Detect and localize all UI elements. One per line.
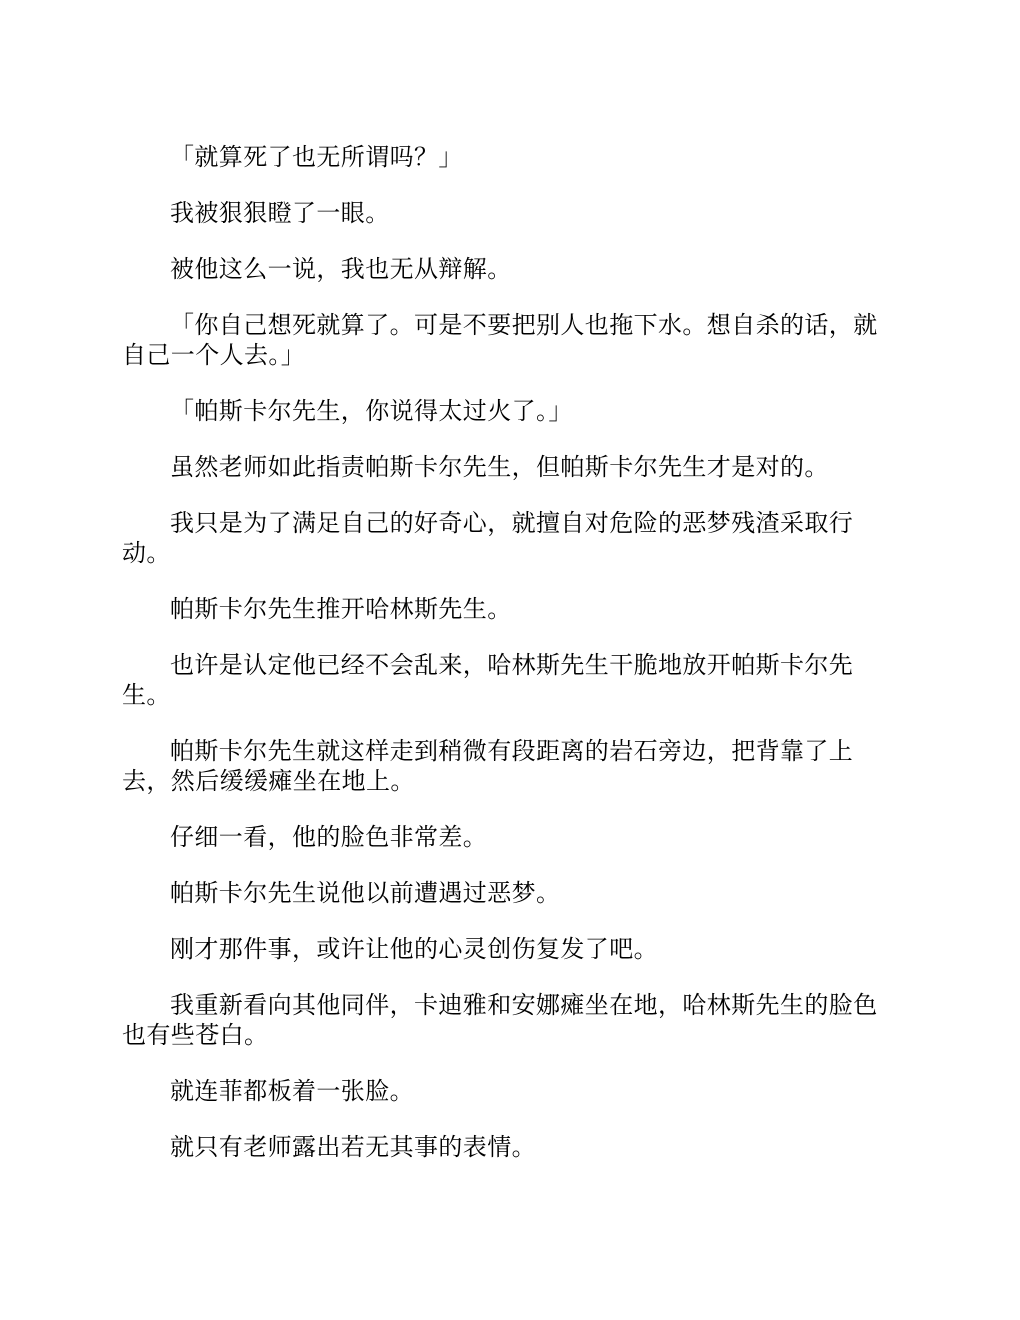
paragraph-8: 帕斯卡尔先生推开哈林斯先生。: [170, 595, 512, 623]
paragraph-11: 仔细一看，他的脸色非常差。: [170, 823, 488, 851]
paragraph-16: 就只有老师露出若无其事的表情。: [170, 1133, 536, 1161]
paragraph-14: 我重新看向其他同伴，卡迪雅和安娜瘫坐在地，哈林斯先生的脸色也有些苍白。: [122, 991, 878, 1049]
paragraph-2: 我被狠狠瞪了一眼。: [170, 199, 390, 227]
paragraph-5: 「帕斯卡尔先生，你说得太过火了。」: [170, 397, 573, 425]
document-page: [122, 142, 898, 1188]
paragraph-9: 也许是认定他已经不会乱来，哈林斯先生干脆地放开帕斯卡尔先生。: [122, 651, 854, 709]
paragraph-15: 就连菲都板着一张脸。: [170, 1077, 414, 1105]
paragraph-7: 我只是为了满足自己的好奇心，就擅自对危险的恶梦残渣采取行动。: [122, 509, 854, 567]
paragraph-4: 「你自己想死就算了。可是不要把别人也拖下水。想自杀的话，就自己一个人去。」: [122, 311, 878, 369]
paragraph-10: 帕斯卡尔先生就这样走到稍微有段距离的岩石旁边，把背靠了上去，然后缓缓瘫坐在地上。: [122, 737, 854, 795]
paragraph-3: 被他这么一说，我也无从辩解。: [170, 255, 512, 283]
paragraph-13: 刚才那件事，或许让他的心灵创伤复发了吧。: [170, 935, 658, 963]
paragraph-12: 帕斯卡尔先生说他以前遭遇过恶梦。: [170, 879, 561, 907]
paragraph-1: 「就算死了也无所谓吗？」: [170, 143, 463, 171]
paragraph-6: 虽然老师如此指责帕斯卡尔先生，但帕斯卡尔先生才是对的。: [170, 453, 829, 481]
